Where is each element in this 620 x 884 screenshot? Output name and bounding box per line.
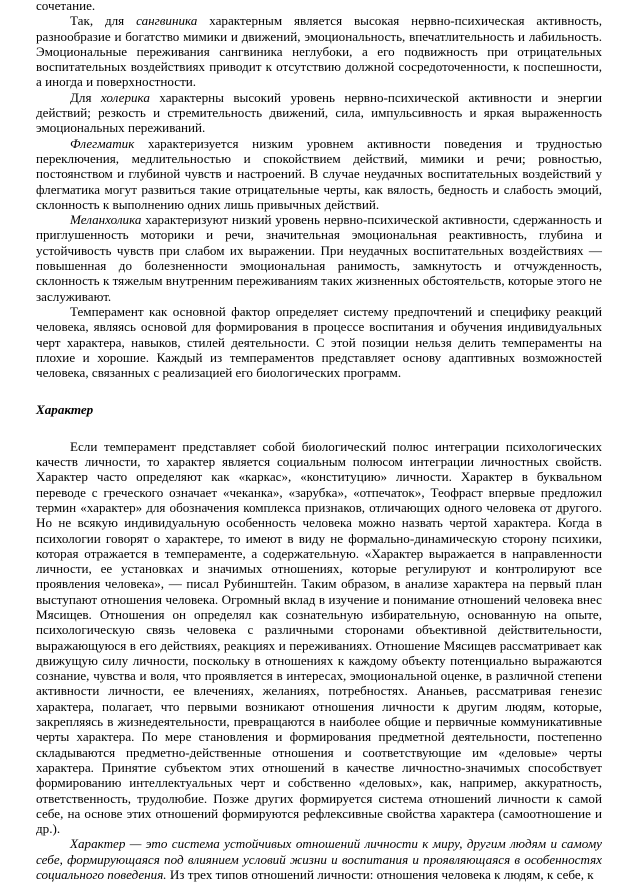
paragraph-text: характеризуют низкий уровень нервно-психической активности, сдержанность и приглушенность моторики и речи, значительная эмоциональная реактивность, глубина и устойчивость чувств при слабом их выражении. При неудачных воспитательных воздействиях — повышенная до болезненности эмоциональная ранимость, замкнутость и отчужденность, склонность к тяжелым внутренним переживаниям таких жизненных обстоятельств, которые этого не заслуживают. bbox=[36, 212, 602, 304]
paragraph-character-main bbox=[36, 439, 602, 837]
paragraph-text: характерны высокий уровень нервно-психической активности и энергии действий; резкость и стремительность движений, сила, импульсивность и яркая выраженность эмоциональных переживаний. bbox=[36, 89, 602, 136]
term-melancholic: Меланхолика bbox=[70, 212, 142, 228]
paragraph-continuation bbox=[36, 0, 602, 13]
paragraph-character-definition bbox=[36, 836, 602, 882]
paragraph-text: Темперамент как основной фактор определяет систему предпочтений и специфику реакций человека, являясь основой для формирования в процессе воспитания и обучения индивидуальных черт характера, навыков, стилей деятельности. С этой позиции нельзя делить темпераменты на плохие и хорошие. Каждый из темпераментов представляет основу адаптивных возможностей человека, связанных с реализацией его биологических программ. bbox=[36, 303, 602, 381]
paragraph-text: характеризуется низким уровнем активности поведения и трудностью переключения, медлительностью и спокойствием действий, мимики и речи; ровностью, постоянством и глубиной чувств и настроений. В случае неудачных воспитательных воздействий у флегматика могут развиться такие отрицательные черты, как вялость, бедность и слабость эмоций, склонность к выполнению одних лишь привычных действий. bbox=[36, 135, 602, 212]
paragraph-melancholic bbox=[36, 212, 602, 304]
paragraph-temperament-summary bbox=[36, 304, 602, 380]
section-heading: Характер bbox=[36, 402, 94, 418]
paragraph-text: Так, для bbox=[70, 13, 137, 29]
paragraph-phlegmatic bbox=[36, 136, 602, 212]
paragraph-text: Если темперамент представляет собой биологический полюс интеграции психологических качеств личности, то характер является социальным полюсом интеграции личностных свойств. Характер часто определяют как «каркас», «конституцию» личности. Характер в буквальном переводе с греческого означает «чеканка», «зарубка», «отпечаток», Теофраст впервые предложил термин «характер» для обозначения комплекса признаков, отличающих одного человека от другого. Но не всякую индивидуальную особенность человека можно назвать чертой характера. Когда в психологии говорят о характере, то имеют в виду не формально-динамическую сторону психики, которая отражается в темпераменте, а содержательную. «Характер выражается в направленности личности, ее установках и значимых отношениях, которые регулируют и контролируют все проявления человека», — писал Рубинштейн. Таким образом, в анализе характера на первый план выступают отношения человека. Огромный вклад в изучение и понимание отношений человека внес Мясищев. Отношения он определял как сознательную избирательную, основанную на опыте, психологическую связь человека с различными сторонами объективной действительности, выражающуюся в его действиях, реакциях и переживаниях. Отношение Мясищев рассматривает как движущую силу личности, поскольку в отношениях к каждому объекту потенциально выражаются сознание, чувства и воля, что проявляется в интересах, эмоциональной оценке, в различной степени активности личности, ее влечениях, желаниях, потребностях. Ананьев, рассматривая генезис характера, полагает, что первыми возникают отношения личности к другим людям, которые, закрепляясь в жизнедеятельности, превращаются в наиболее общие и первичные коммуникативные черты характера. По мере становления и формирования предметной деятельности, постепенно складываются предметно-действенные отношения и соответствующие им «деловые» черты характера. Принятие субъектом этих отношений в качестве личностно-значимых способствует формированию интеллектуальных черт и собственно «деловых», как, например, аккуратность, ответственность, трудолюбие. Позже других формируется система отношений личности к самой себе, на основе этих отношений формируются рефлексивные свойства характера (самоотношение и др.). bbox=[36, 438, 602, 837]
paragraph-text: сочетание. bbox=[36, 0, 96, 13]
paragraph-sanguine bbox=[36, 13, 602, 89]
paragraph-text: Из трех типов отношений личности: отношения человека к людям, к себе, к bbox=[166, 867, 594, 883]
paragraph-text: Для bbox=[70, 89, 101, 105]
definition-text: Характер — это система устойчивых отношений личности к миру, другим людям и самому себе, формирующаяся под влиянием условий жизни и воспитания и проявляющаяся в особенностях социального поведения. bbox=[36, 836, 602, 883]
term-sanguine: сангвиника bbox=[136, 13, 198, 29]
paragraph-choleric bbox=[36, 90, 602, 136]
paragraph-text: характерным является высокая нервно-психическая активность, разнообразие и богатство мимики и движений, эмоциональность, впечатлительность и лабильность. Эмоциональные переживания сангвиника неглубоки, а его подвижность при отрицательных воспитательных воздействиях приводит к отсутствию должной сосредоточенности, к поспешности, а иногда и поверхностности. bbox=[36, 13, 603, 90]
term-choleric: холерика bbox=[100, 89, 150, 105]
term-phlegmatic: Флегматик bbox=[70, 135, 135, 151]
